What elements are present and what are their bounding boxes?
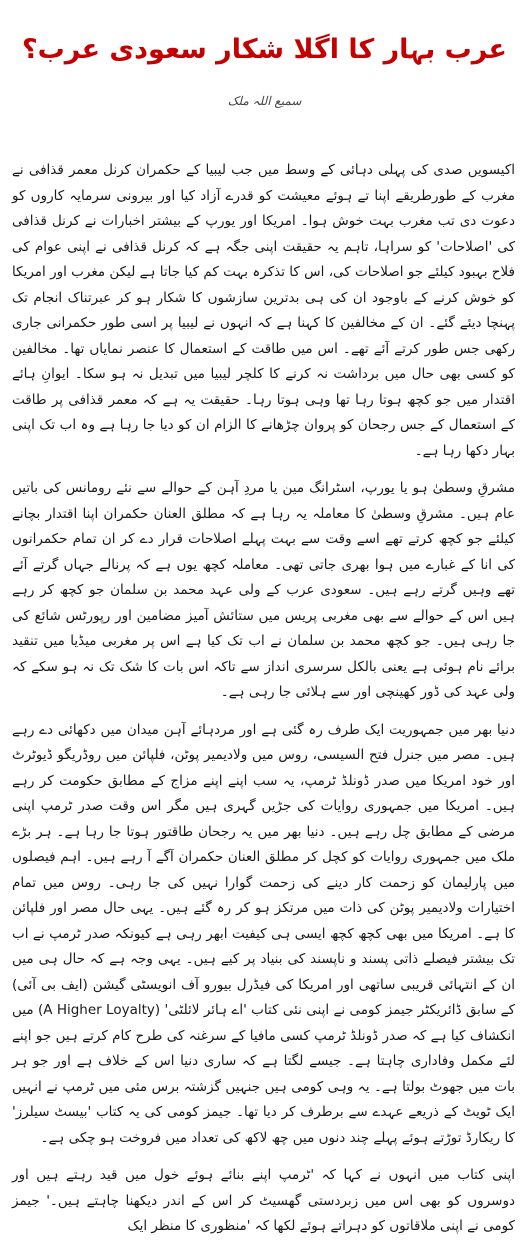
paragraph-1: اکیسویں صدی کی پہلی دہائی کے وسط میں جب لیبیا کے حکمران کرنل معمر قذافی نے مغرب کے طورطریقے اپنا تے ہوئے معیشت کو قدرے آزاد کیا اور بیرونی سرمایہ کاروں کو دعوت دی تب مغرب بہت خوش ہوا۔ امریکا اور یورپ کے بیشتر اخبارات نے کرنل قذافی کی 'اصلاحات' کو سراہا، تاہم یہ حقیقت اپنی جگہ ہے کہ کرنل قذافی نے اپنی عوام کی فلاح بہبود کیلئے جو اصلاحات کی، اس کا تذکرہ بہت کم کیا جاتا ہے لیکن مغرب اور امریکا کو خوش کرنے کے باوجود ان کی ہی بدترین سازشوں کا شکار ہو کر عبرتناک انجام تک پہنچا دیئے گئے۔ ان کے مخالفین کا کہنا ہے کہ انہوں نے لیبیا پر اسی طور حکمرانی جاری رکھی جس طور کرتے آئے تھے۔ اس میں طاقت کے استعمال کا عنصر نمایاں تھا۔ مخالفین کو کسی بھی حال میں برداشت نہ کرنے کا کلچر لیبیا میں تبدیل نہ ہو سکا۔ ایوانِ ہائے اقتدار میں جو کچھ ہوتا رہا تھا وہی ہوتا رہا۔ حقیقت یہ ہے کہ معمر قذافی پر طاقت کے استعمال کے جس رجحان کو پروان چڑھانے کا الزام ان کو دیا جا رہا ہے وہ اب تک اپنی بہار دکھا رہا ہے۔	[12, 162, 515, 459]
paragraph-4: اپنی کتاب میں انہوں نے کہا کہ 'ٹرمپ اپنے بنائے ہوئے خول میں قید رہتے ہیں اور دوسروں کو بھی اس میں زبردستی گھسیٹ کر اس کے اندر دیکھنا چاہتے ہیں۔' جیمز کومی نے اپنی ملاقاتوں کو دہراتے ہوئے لکھا کہ 'منظوری کا منظر ایک	[12, 1167, 515, 1234]
article-title: عرب بہار کا اگلا شکار سعودی عرب؟	[22, 34, 507, 65]
author-byline: سمیع اللہ ملک	[227, 94, 302, 108]
article-body	[12, 158, 515, 1252]
paragraph-2: مشرقِ وسطیٰ ہو یا یورپ، اسٹرانگ مین یا مردِ آہن کے حوالے سے نئے رومانس کی باتیں عام ہیں۔ مشرقِ وسطیٰ کا معاملہ یہ رہا ہے کہ مطلق العنان حکمران اپنا اقتدار بچانے کیلئے جو کچھ کرتے تھے اسے وقت سے بہت پہلے اصلاحات قرار دے کر ان تمام حکمرانوں کی انا کے غبارے میں ہوا بھری جاتی تھی۔ معاملہ کچھ یوں ہے کہ پرنالے جہاں گرتے آئے تھے وہیں گرتے رہے ہیں۔ سعودی عرب کے ولی عہد محمد بن سلمان جو کچھ کر رہے ہیں اس کے حوالے سے بھی مغربی پریس میں ستائش آمیز مضامین اور رپورٹس شائع کی جا رہی ہیں۔ جو کچھ محمد بن سلمان نے اب تک کیا ہے اس پر مغربی میڈیا میں تنقید برائے نام ہوئی ہے یعنی بالکل سرسری انداز سے تاکہ اس بات کا شک تک نہ ہو سکے کہ ولی عہد کی ڈور کھینچی اور سے ہلائی جا رہی ہے۔	[12, 480, 515, 700]
paragraph-3: دنیا بھر میں جمہوریت ایک طرف رہ گئی ہے اور مردہائے آہن میدان میں دکھائی دے رہے ہیں۔ مصر میں جنرل فتح السیسی، روس میں ولادیمیر پوٹن، فلپائن میں روڈریگو ڈیوٹرٹ اور خود امریکا میں صدر ڈونلڈ ٹرمپ، یہ سب اپنے اپنے مزاج کے مطابق حکومت کر رہے ہیں۔ امریکا میں جمہوری روایات کی جڑیں گہری ہیں مگر اس وقت صدر ٹرمپ اپنی مرضی کے مطابق چل رہے ہیں۔ دنیا بھر میں یہ رجحان طاقتور ہوتا جا رہا ہے۔ ہر بڑے ملک میں جمہوری روایات کو کچل کر مطلق العنان حکمران آگے آ رہے ہیں۔ اہم فیصلوں میں پارلیمان کو زحمت کار دینے کی زحمت گوارا نہیں کی جا رہی۔ روس میں تمام اختیارات ولادیمیر پوٹن کی ذات میں مرتکز ہو کر رہ گئے ہیں۔ یہی حال مصر اور فلپائن کا ہے۔ امریکا میں بھی کچھ کچھ ایسی ہی کیفیت ابھر رہی ہے کیونکہ صدر ٹرمپ نے اب تک بیشتر فیصلے ذاتی پسند و ناپسند کی بنیاد پر کیے ہیں۔ یہی وجہ ہے کہ حال ہی میں ان کے انتہائی قریبی ساتھی اور امریکا کی فیڈرل بیورو آف انویسٹی گیشن (ایف بی آئی) کے سابق ڈائریکٹر جیمز کومی نے اپنی نئی کتاب 'اے ہائر لائلٹی' (A Higher Loyalty) میں انکشاف کیا ہے کہ صدر ڈونلڈ ٹرمپ کسی مافیا کے سرغنہ کی طرح کام کرتے ہیں جو اپنے لئے مکمل وفاداری چاہتا ہے۔ جیسے لگتا ہے کہ ساری دنیا اس کے خلاف ہے اور جو ہر بات میں جھوٹ بولتا ہے۔ یہ وہی کومی ہیں جنہیں گزشتہ برس مئی میں ٹرمپ نے انہیں ایک ٹویٹ کے ذریعے عہدے سے برطرف کر دیا تھا۔ جیمز کومی کی یہ کتاب 'بیسٹ سیلرز' کا ریکارڈ توڑتے ہوئے پہلے چند دنوں میں چھ لاکھ کی تعداد میں فروخت ہو چکی ہے۔	[12, 721, 516, 1146]
